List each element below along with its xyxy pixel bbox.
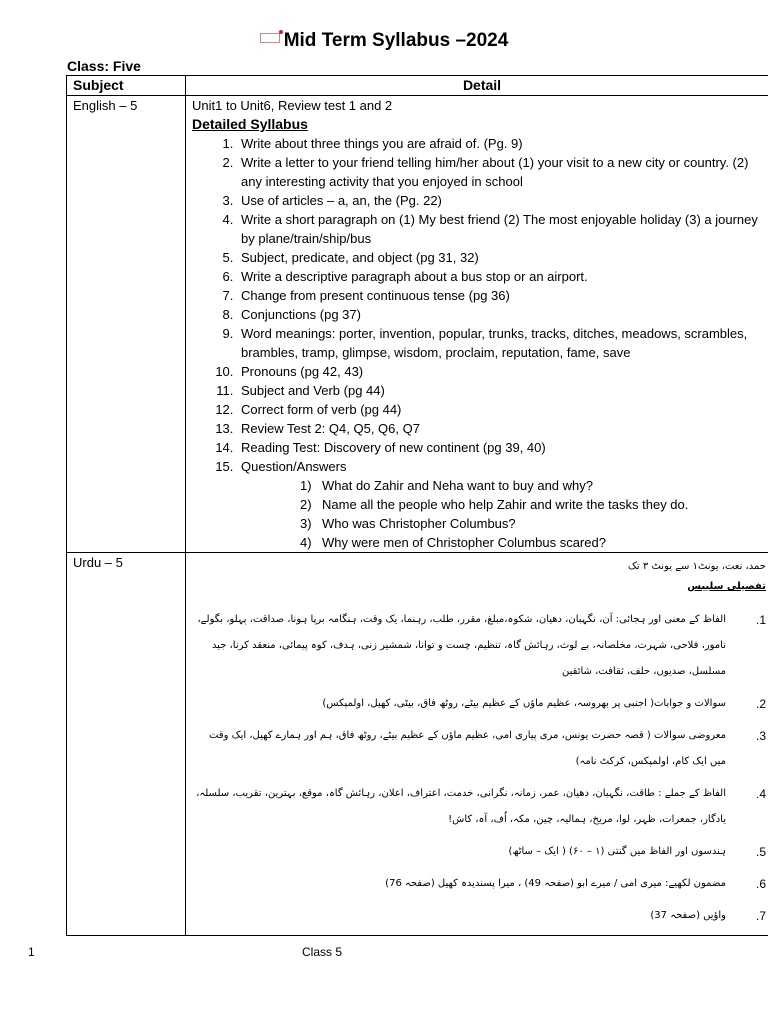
footer-class-label: Class 5 <box>302 945 343 959</box>
question-item: 3) Who was Christopher Columbus? <box>300 516 516 531</box>
english-detail <box>186 96 768 553</box>
list-item: 10. Pronouns (pg 42, 43) <box>237 362 768 381</box>
syllabus-table <box>66 75 768 936</box>
page-title <box>0 30 768 52</box>
list-item: 9. Word meanings: porter, invention, popular, trunks, tracks, ditches, meadows, scrambles, brambles, tramp, glimpse, wisdom, proclaim, reputation, fame, save <box>237 324 768 362</box>
question-item: 2) Name all the people who help Zahir and write the tasks they do. <box>300 497 689 512</box>
list-item: 13. Review Test 2: Q4, Q5, Q6, Q7 <box>237 419 768 438</box>
list-item: 2. Write a letter to your friend telling him/her about (1) your visit to a new city or country. (2) any interesting activity that you enjoyed in school <box>237 153 768 191</box>
urdu-detailed-heading: تفصیلی سلیبس <box>687 581 766 592</box>
list-item: .4 الفاظ کے جملے : طاقت، نگہبان، دھیان، عمر، زمانہ، نگرانی، خدمت، اعتراف، اعلان، رہائش گاہ، موقع، بہترین، تقریب، سلسلہ، یادگار، جمعرات، ظہر، لوا، مریخ، ہمالیہ، چین، مکہ، اُف، آہ، کاش! <box>196 787 766 825</box>
page-number: 1 <box>28 945 35 959</box>
list-item: 15. Question/Answers <box>237 457 768 476</box>
title-text: Mid Term Syllabus –2024 <box>283 30 509 51</box>
table-header-row <box>67 76 768 96</box>
list-item: .1 الفاظ کے معنی اور ہجائی: آن، نگہبان، دھیان، شکوہ،مبلغ، مقرر، طلب، رہنما، یک وقت، ہنگامہ برپا ہونا، صداقت، پہلو، بگولے، نامور، فلاحی، شہرت، مخلصانہ، بے لوث، رہائش گاہ، تنظیم، چست و توانا، شمشیر زنی، ہدف، کوہ پیمائی، منعقد کرنا، جید مسلسل، صدیوں، حلف، ثقافت، شائقین <box>197 613 766 677</box>
list-item: .3 معروضی سوالات ( قصہ حضرت یونس، مری پیاری امی، عظیم ماؤں کے عظیم بیٹے، روٹھ فاق، ہم اور ہمارے کھیل، ایک وقت میں ایک کام، اولمپکس، کرکٹ نامہ) <box>209 729 766 767</box>
table-row-english <box>67 96 768 553</box>
list-item: .6 مضمون لکھیے: میری امی / میرے ابو (صفحہ 49) ، میرا پسندیدہ کھیل (صفحہ 76) <box>385 877 766 891</box>
english-detailed-heading: Detailed Syllabus <box>192 116 308 132</box>
subject-english: English – 5 <box>67 96 186 553</box>
urdu-detail <box>186 553 768 936</box>
question-item: 1) What do Zahir and Neha want to buy and why? <box>300 478 593 493</box>
list-item: 4. Write a short paragraph on (1) My best friend (2) The most enjoyable holiday (3) a journey by plane/train/ship/bus <box>237 210 768 248</box>
list-item: 1. Write about three things you are afraid of. (Pg. 9) <box>237 134 768 153</box>
english-unit-line: Unit1 to Unit6, Review test 1 and 2 <box>192 98 393 113</box>
list-item: 14. Reading Test: Discovery of new continent (pg 39, 40) <box>237 438 768 457</box>
list-item: 7. Change from present continuous tense (pg 36) <box>237 286 768 305</box>
urdu-content <box>192 559 768 929</box>
list-item: .2 سوالات و جوابات( اجنبی پر بھروسہ، عظیم ماؤں کے عظیم بیٹے، روٹھ فاق، بیٹی، کھیل، اولمپکس) <box>322 697 766 711</box>
class-label: Class: Five <box>67 58 141 74</box>
list-item: 5. Subject, predicate, and object (pg 31, 32) <box>237 248 768 267</box>
english-topic-list <box>192 134 768 476</box>
school-logo-icon <box>260 33 280 43</box>
list-item: 8. Conjunctions (pg 37) <box>237 305 768 324</box>
subject-urdu: Urdu – 5 <box>67 553 186 936</box>
list-item: .7 واؤیں (صفحہ 37) <box>650 909 766 923</box>
list-item: 12. Correct form of verb (pg 44) <box>237 400 768 419</box>
list-item: 11. Subject and Verb (pg 44) <box>237 381 768 400</box>
list-item: 6. Write a descriptive paragraph about a bus stop or an airport. <box>237 267 768 286</box>
list-item: .5 ہندسوں اور الفاظ میں گنتی (۱ – ۶۰) ( ایک – ساٹھ) <box>508 845 766 859</box>
subject-column-header: Subject <box>67 76 186 96</box>
detail-column-header: Detail <box>186 76 768 96</box>
english-question-list <box>192 476 768 552</box>
list-item: 3. Use of articles – a, an, the (Pg. 22) <box>237 191 768 210</box>
urdu-intro-line: حمد، نعت، یونٹ۱ سے یونٹ ۳ تک <box>627 561 766 572</box>
table-row-urdu <box>67 553 768 936</box>
question-item: 4) Why were men of Christopher Columbus scared? <box>300 535 606 550</box>
